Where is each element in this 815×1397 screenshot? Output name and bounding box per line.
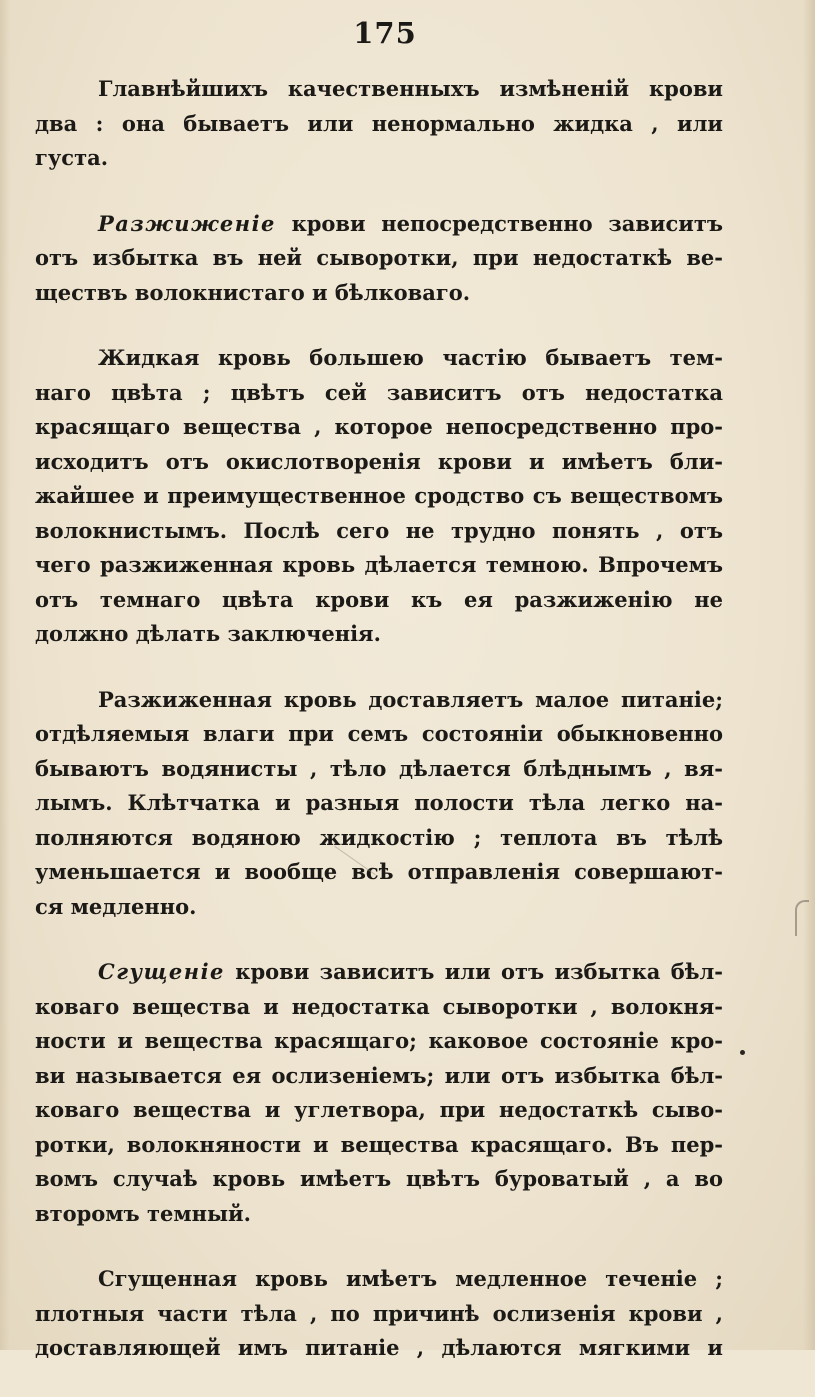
text-fragment: крови зависитъ или отъ избытка бѣл- bbox=[224, 959, 723, 984]
text-line: наго цвѣта ; цвѣтъ сей зависитъ отъ недостатка bbox=[35, 379, 723, 405]
page-edge-shadow-right bbox=[803, 0, 815, 1350]
text-line: плотныя части тѣла , по причинѣ ослизенія крови , bbox=[35, 1300, 723, 1326]
text-line: отдѣляемыя влаги при семъ состояніи обыкновенно bbox=[35, 721, 723, 746]
text-line: полняются водяною жидкостію ; теплота въ тѣлѣ bbox=[35, 824, 723, 850]
text-fragment: крови непосредственно зависитъ bbox=[275, 210, 723, 236]
paragraph-3 bbox=[35, 341, 723, 652]
text-line: ности и вещества красящаго; каковое состояніе кро- bbox=[35, 1028, 723, 1053]
text-line bbox=[35, 955, 723, 990]
text-line: отъ избытка въ ней сыворотки, при недостаткѣ ве- bbox=[35, 245, 723, 270]
text-line: Главнѣйшихъ качественныхъ измѣненій крови bbox=[98, 76, 723, 101]
text-line: бываютъ водянисты , тѣло дѣлается блѣднымъ , вя- bbox=[35, 755, 723, 781]
text-line: густа. bbox=[35, 145, 109, 170]
emphasized-term: Сгущеніе bbox=[98, 959, 225, 984]
text-line: Сгущенная кровь имѣетъ медленное теченіе ; bbox=[98, 1266, 723, 1291]
paragraph-5 bbox=[35, 955, 723, 1231]
text-line: отъ темнаго цвѣта крови къ ея разжиженію не bbox=[35, 586, 723, 612]
body-text bbox=[35, 72, 723, 1397]
text-line: доставляющей имъ питаніе , дѣлаются мягкими и bbox=[35, 1335, 723, 1360]
text-line: коваго вещества и недостатка сыворотки , волокня- bbox=[35, 993, 723, 1019]
text-line: ся медленно. bbox=[35, 893, 197, 919]
text-line: жайшее и преимущественное сродство съ веществомъ bbox=[35, 483, 723, 508]
text-line: два : она бываетъ или ненормально жидка , или bbox=[35, 110, 723, 136]
text-line: вомъ случаѣ кровь имѣетъ цвѣтъ буроватый , а во bbox=[35, 1166, 723, 1191]
text-line: ществъ волокнистаго и бѣлковаго. bbox=[35, 279, 471, 305]
text-line: красящаго вещества , которое непосредственно про- bbox=[35, 414, 723, 439]
text-line: волокнистымъ. Послѣ сего не трудно понять , отъ bbox=[35, 517, 723, 543]
text-line: уменьшается и вообще всѣ отправленія совершают- bbox=[35, 859, 723, 884]
page-edge-shadow-left bbox=[0, 0, 10, 1350]
text-line: Жидкая кровь большею частію бываетъ тем- bbox=[98, 345, 723, 370]
paragraph-1 bbox=[35, 72, 723, 176]
text-line: ви называется ея ослизеніемъ; или отъ избытка бѣл- bbox=[35, 1062, 723, 1088]
text-line: чего разжиженная кровь дѣлается темною. Впрочемъ bbox=[35, 552, 723, 577]
text-line: Разжиженная кровь доставляетъ малое питаніе; bbox=[98, 686, 723, 712]
paragraph-4 bbox=[35, 683, 723, 925]
text-line: второмъ темный. bbox=[35, 1200, 251, 1226]
text-line: ротки, волокняности и вещества красящаго. Въ пер- bbox=[35, 1131, 723, 1157]
text-line: исходитъ отъ окислотворенія крови и имѣетъ бли- bbox=[35, 448, 723, 474]
text-line: должно дѣлать заключенія. bbox=[35, 621, 381, 646]
ink-dot-mark bbox=[740, 1050, 745, 1055]
text-line: лымъ. Клѣтчатка и разныя полости тѣла легко на- bbox=[35, 790, 723, 815]
text-line bbox=[35, 207, 723, 242]
paragraph-2 bbox=[35, 207, 723, 311]
emphasized-term: Разжиженіе bbox=[98, 210, 276, 236]
page-number: 175 bbox=[353, 16, 417, 50]
text-line: коваго вещества и углетвора, при недостаткѣ сыво- bbox=[35, 1097, 723, 1122]
margin-bracket-mark bbox=[795, 900, 809, 936]
